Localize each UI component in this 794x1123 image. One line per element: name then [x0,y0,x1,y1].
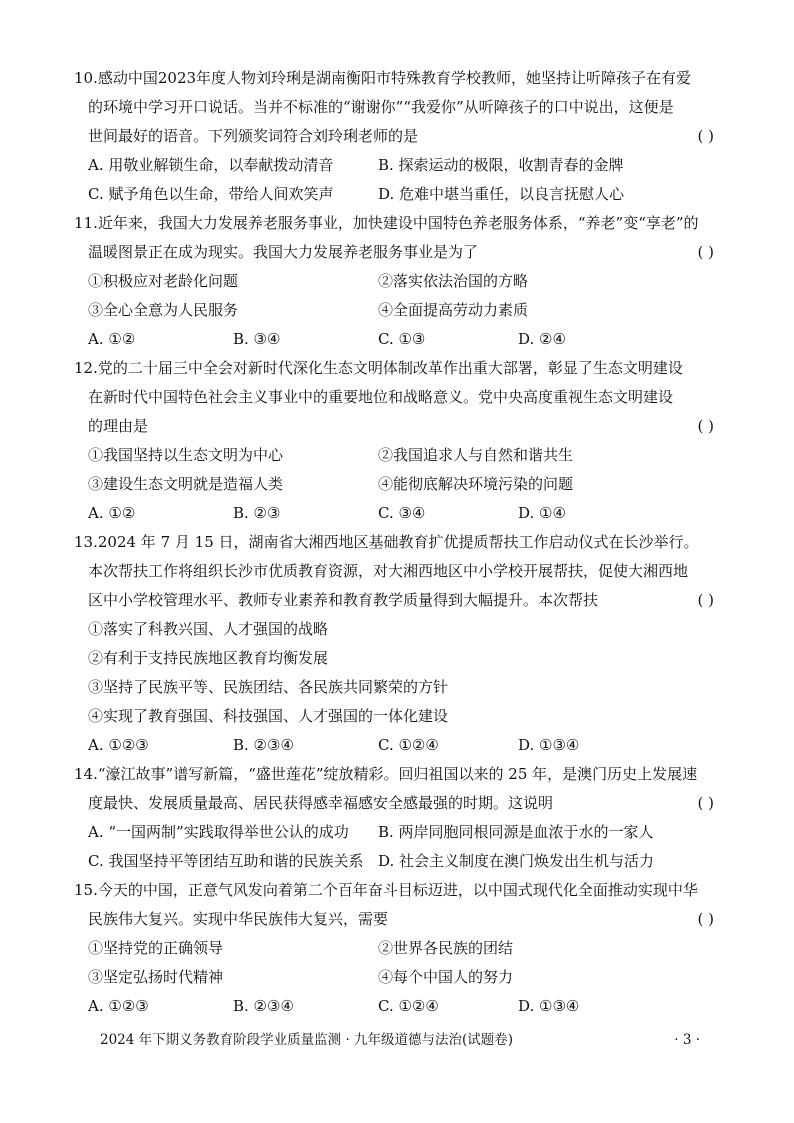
choice-a: A. ①②③ [88,997,149,1015]
item-1: ①积极应对老龄化问题 [88,272,239,290]
option-c: C. 赋予角色以生命，带给人间欢笑声 [88,185,334,203]
choice-b: B. ②③ [233,504,281,522]
choice-row [88,992,718,1021]
option-a: A. “一国两制”实践取得举世公认的成功 [88,823,349,841]
question-14-line-2: 度最快、发展质量最高、居民获得感幸福感安全感最强的时期。这说明 ( ) [88,789,718,818]
question-12-line-1: 12.党的二十届三中全会对新时代深化生态文明体制改革作出重大部署，彰显了生态文明建设 [74,359,683,377]
item-2: ②我国追求人与自然和谐共生 [378,446,574,464]
item-3: ③坚持了民族平等、民族团结、各民族共同繁荣的方针 [88,678,449,696]
question-list [74,64,718,1021]
item-3: ③全心全意为人民服务 [88,301,239,319]
question-13-line-3: 区中小学校管理水平、教师专业素养和教育教学质量得到大幅提升。本次帮扶 ( ) [88,586,718,615]
answer-bracket: ( ) [697,794,714,812]
question-15-line-2: 民族伟大复兴。实现中华民族伟大复兴，需要 ( ) [88,905,718,934]
question-15-line-1: 15.今天的中国，正意气风发向着第二个百年奋斗目标迈进，以中国式现代化全面推动实现中华 [74,881,698,899]
answer-bracket: ( ) [697,127,714,145]
choice-row [88,499,718,528]
choice-row [88,325,718,354]
item-1: ①落实了科教兴国、人才强国的战略 [88,620,329,638]
item-row [88,470,718,499]
choice-d: D. ①④ [518,504,566,522]
item-1: ①我国坚持以生态文明为中心 [88,446,284,464]
option-row [88,151,718,180]
option-d: D. 危难中堪当重任，以良言抚慰人心 [378,185,625,203]
item-4: ④每个中国人的努力 [378,968,514,986]
choice-row [88,731,718,760]
page-footer [100,1030,700,1050]
choice-d: D. ①③④ [518,736,580,754]
choice-c: C. ①②④ [378,997,439,1015]
item-3: ③建设生态文明就是造福人类 [88,475,284,493]
item-row [88,267,718,296]
choice-d: D. ②④ [518,330,566,348]
answer-bracket: ( ) [697,910,714,928]
choice-b: B. ②③④ [233,736,294,754]
item-2: ②落实依法治国的方略 [378,272,529,290]
item-2: ②有利于支持民族地区教育均衡发展 [88,649,329,667]
choice-c: C. ①②④ [378,736,439,754]
answer-bracket: ( ) [697,243,714,261]
item-row [88,441,718,470]
option-row [88,818,718,847]
option-c: C. 我国坚持平等团结互助和谐的民族关系 [88,852,364,870]
question-10-line-1: 10.感动中国2023年度人物刘玲琍是湖南衡阳市特殊教育学校教师，她坚持让听障孩子在有爱 [74,69,692,87]
item-row [88,963,718,992]
answer-bracket: ( ) [697,591,714,609]
item-row [88,934,718,963]
question-13-line-2: 本次帮扶工作将组织长沙市优质教育资源，对大湘西地区中小学校开展帮扶，促使大湘西地 [88,562,689,580]
choice-a: A. ①② [88,504,136,522]
question-12-line-3: 的理由是 ( ) [88,412,718,441]
question-14-line-1: 14.“濠江故事”谱写新篇，“盛世莲花”绽放精彩。回归祖国以来的 25 年，是澳门历史上发展速 [74,765,698,783]
question-11-line-2: 温暖图景正在成为现实。我国大力发展养老服务事业是为了 ( ) [88,238,718,267]
question-12-line-2: 在新时代中国特色社会主义事业中的重要地位和战略意义。党中央高度重视生态文明建设 [88,388,674,406]
choice-b: B. ③④ [233,330,281,348]
answer-bracket: ( ) [697,417,714,435]
choice-c: C. ③④ [378,504,426,522]
choice-b: B. ②③④ [233,997,294,1015]
question-10-line-2: 的环境中学习开口说话。当并不标准的“谢谢你”“我爱你”从听障孩子的口中说出，这便是 [88,98,674,116]
page-number: · 3 · [674,1032,700,1048]
item-4: ④能彻底解决环境污染的问题 [378,475,574,493]
item-4: ④实现了教育强国、科技强国、人才强国的一体化建设 [88,707,449,725]
item-4: ④全面提高劳动力素质 [378,301,529,319]
item-1: ①坚持党的正确领导 [88,939,224,957]
option-row [88,180,718,209]
choice-d: D. ①③④ [518,997,580,1015]
choice-c: C. ①③ [378,330,426,348]
item-2: ②世界各民族的团结 [378,939,514,957]
item-row [88,296,718,325]
question-10-line-3: 世间最好的语音。下列颁奖词符合刘玲琍老师的是 ( ) [88,122,718,151]
option-row [88,847,718,876]
option-a: A. 用敬业解锁生命，以奉献拨动清音 [88,156,334,174]
footer-text: 2024 年下期义务教育阶段学业质量监测 · 九年级道德与法治(试题卷) [100,1032,514,1048]
option-b: B. 探索运动的极限，收割青春的金牌 [378,156,624,174]
option-d: D. 社会主义制度在澳门焕发出生机与活力 [378,852,655,870]
question-13-line-1: 13.2024 年 7 月 15 日，湖南省大湘西地区基础教育扩优提质帮扶工作启动仪式在长沙举行。 [74,533,699,551]
item-3: ③坚定弘扬时代精神 [88,968,224,986]
option-b: B. 两岸同胞同根同源是血浓于水的一家人 [378,823,654,841]
choice-a: A. ①②③ [88,736,149,754]
choice-a: A. ①② [88,330,136,348]
question-11-line-1: 11.近年来，我国大力发展养老服务事业，加快建设中国特色养老服务体系，“养老”变“享老”的 [74,214,699,232]
